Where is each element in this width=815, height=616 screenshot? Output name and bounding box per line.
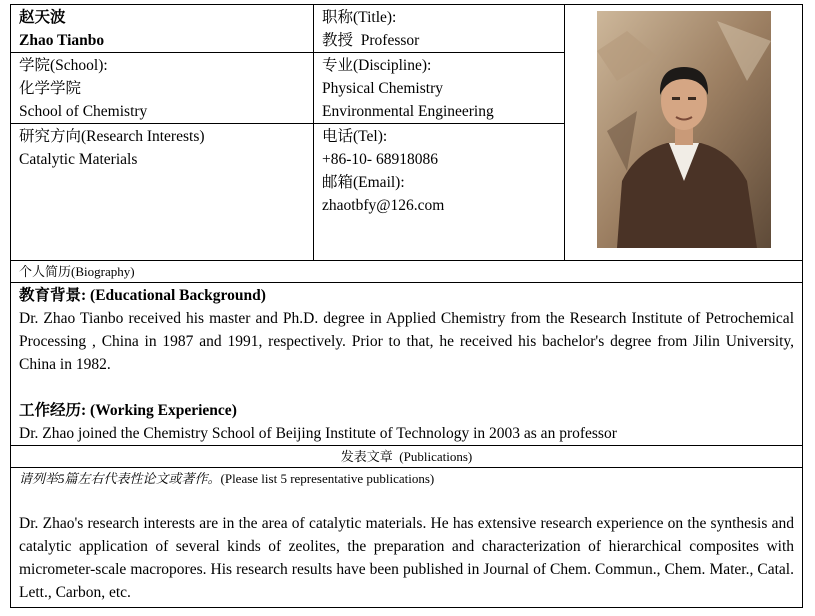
email-value: zhaotbfy@126.com (322, 197, 445, 214)
instruction-en: (Please list 5 representative publications) (220, 471, 435, 486)
work-heading-cn: 工作经历: (19, 402, 91, 419)
research-cell (11, 124, 314, 261)
name-cn: 赵天波 (19, 9, 66, 26)
paragraph-gap (19, 376, 794, 399)
profile-table (10, 4, 803, 608)
school-cell (11, 53, 314, 124)
name-en: Zhao Tianbo (19, 32, 105, 49)
education-heading-cn: 教育背景: (19, 287, 91, 304)
portrait-photo (597, 11, 771, 248)
education-heading (19, 284, 794, 307)
name-cell (11, 5, 314, 53)
biography-header: 个人简历(Biography) (11, 261, 803, 283)
photo-cell (565, 5, 803, 261)
contact-cell (314, 124, 565, 261)
publications-instruction (19, 469, 794, 489)
publications-text: Dr. Zhao's research interests are in the area of catalytic materials. He has extensive research experience on the synthesis and catalytic application of several kinds of zeolites, the preparation and characterization of hierarchical composites with micrometer-scale macropores. His research results have been published in Journal of Chem. Commun., Chem. Mater., Catal. Lett., Carbon, etc. (19, 515, 794, 601)
school-label: 学院(School): (19, 57, 108, 74)
work-text: Dr. Zhao joined the Chemistry School of Beijing Institute of Technology in 2003 as an professor (19, 425, 617, 442)
discipline-label: 专业(Discipline): (322, 57, 432, 74)
title-value: 教授 Professor (322, 32, 420, 49)
publications-cell (11, 468, 803, 608)
instruction-cn: 请列举5篇左右代表性论文或著作。 (19, 471, 221, 486)
research-label: 研究方向(Research Interests) (19, 128, 205, 145)
discipline-2: Environmental Engineering (322, 103, 494, 120)
profile-sheet (10, 4, 802, 608)
email-label: 邮箱(Email): (322, 174, 405, 191)
research-value: Catalytic Materials (19, 151, 138, 168)
work-heading-en: (Working Experience) (90, 402, 237, 419)
title-label: 职称(Title): (322, 9, 397, 26)
school-cn: 化学学院 (19, 80, 82, 97)
publications-header: 发表文章 (Publications) (11, 446, 803, 468)
paragraph-gap (19, 489, 794, 512)
tel-value: +86-10- 68918086 (322, 151, 438, 168)
education-text: Dr. Zhao Tianbo received his master and Ph.D. degree in Applied Chemistry from the Research Institute of Petrochemical Processing , China in 1987 and 1991, respectively. Prior to that, he received his bachelor's degree from Jilin University, China in 1982. (19, 310, 794, 373)
discipline-cell (314, 53, 565, 124)
title-cell (314, 5, 565, 53)
discipline-1: Physical Chemistry (322, 80, 443, 97)
biography-cell (11, 283, 803, 446)
school-en: School of Chemistry (19, 103, 148, 120)
education-heading-en: (Educational Background) (90, 287, 266, 304)
tel-label: 电话(Tel): (322, 128, 388, 145)
work-heading (19, 399, 794, 422)
